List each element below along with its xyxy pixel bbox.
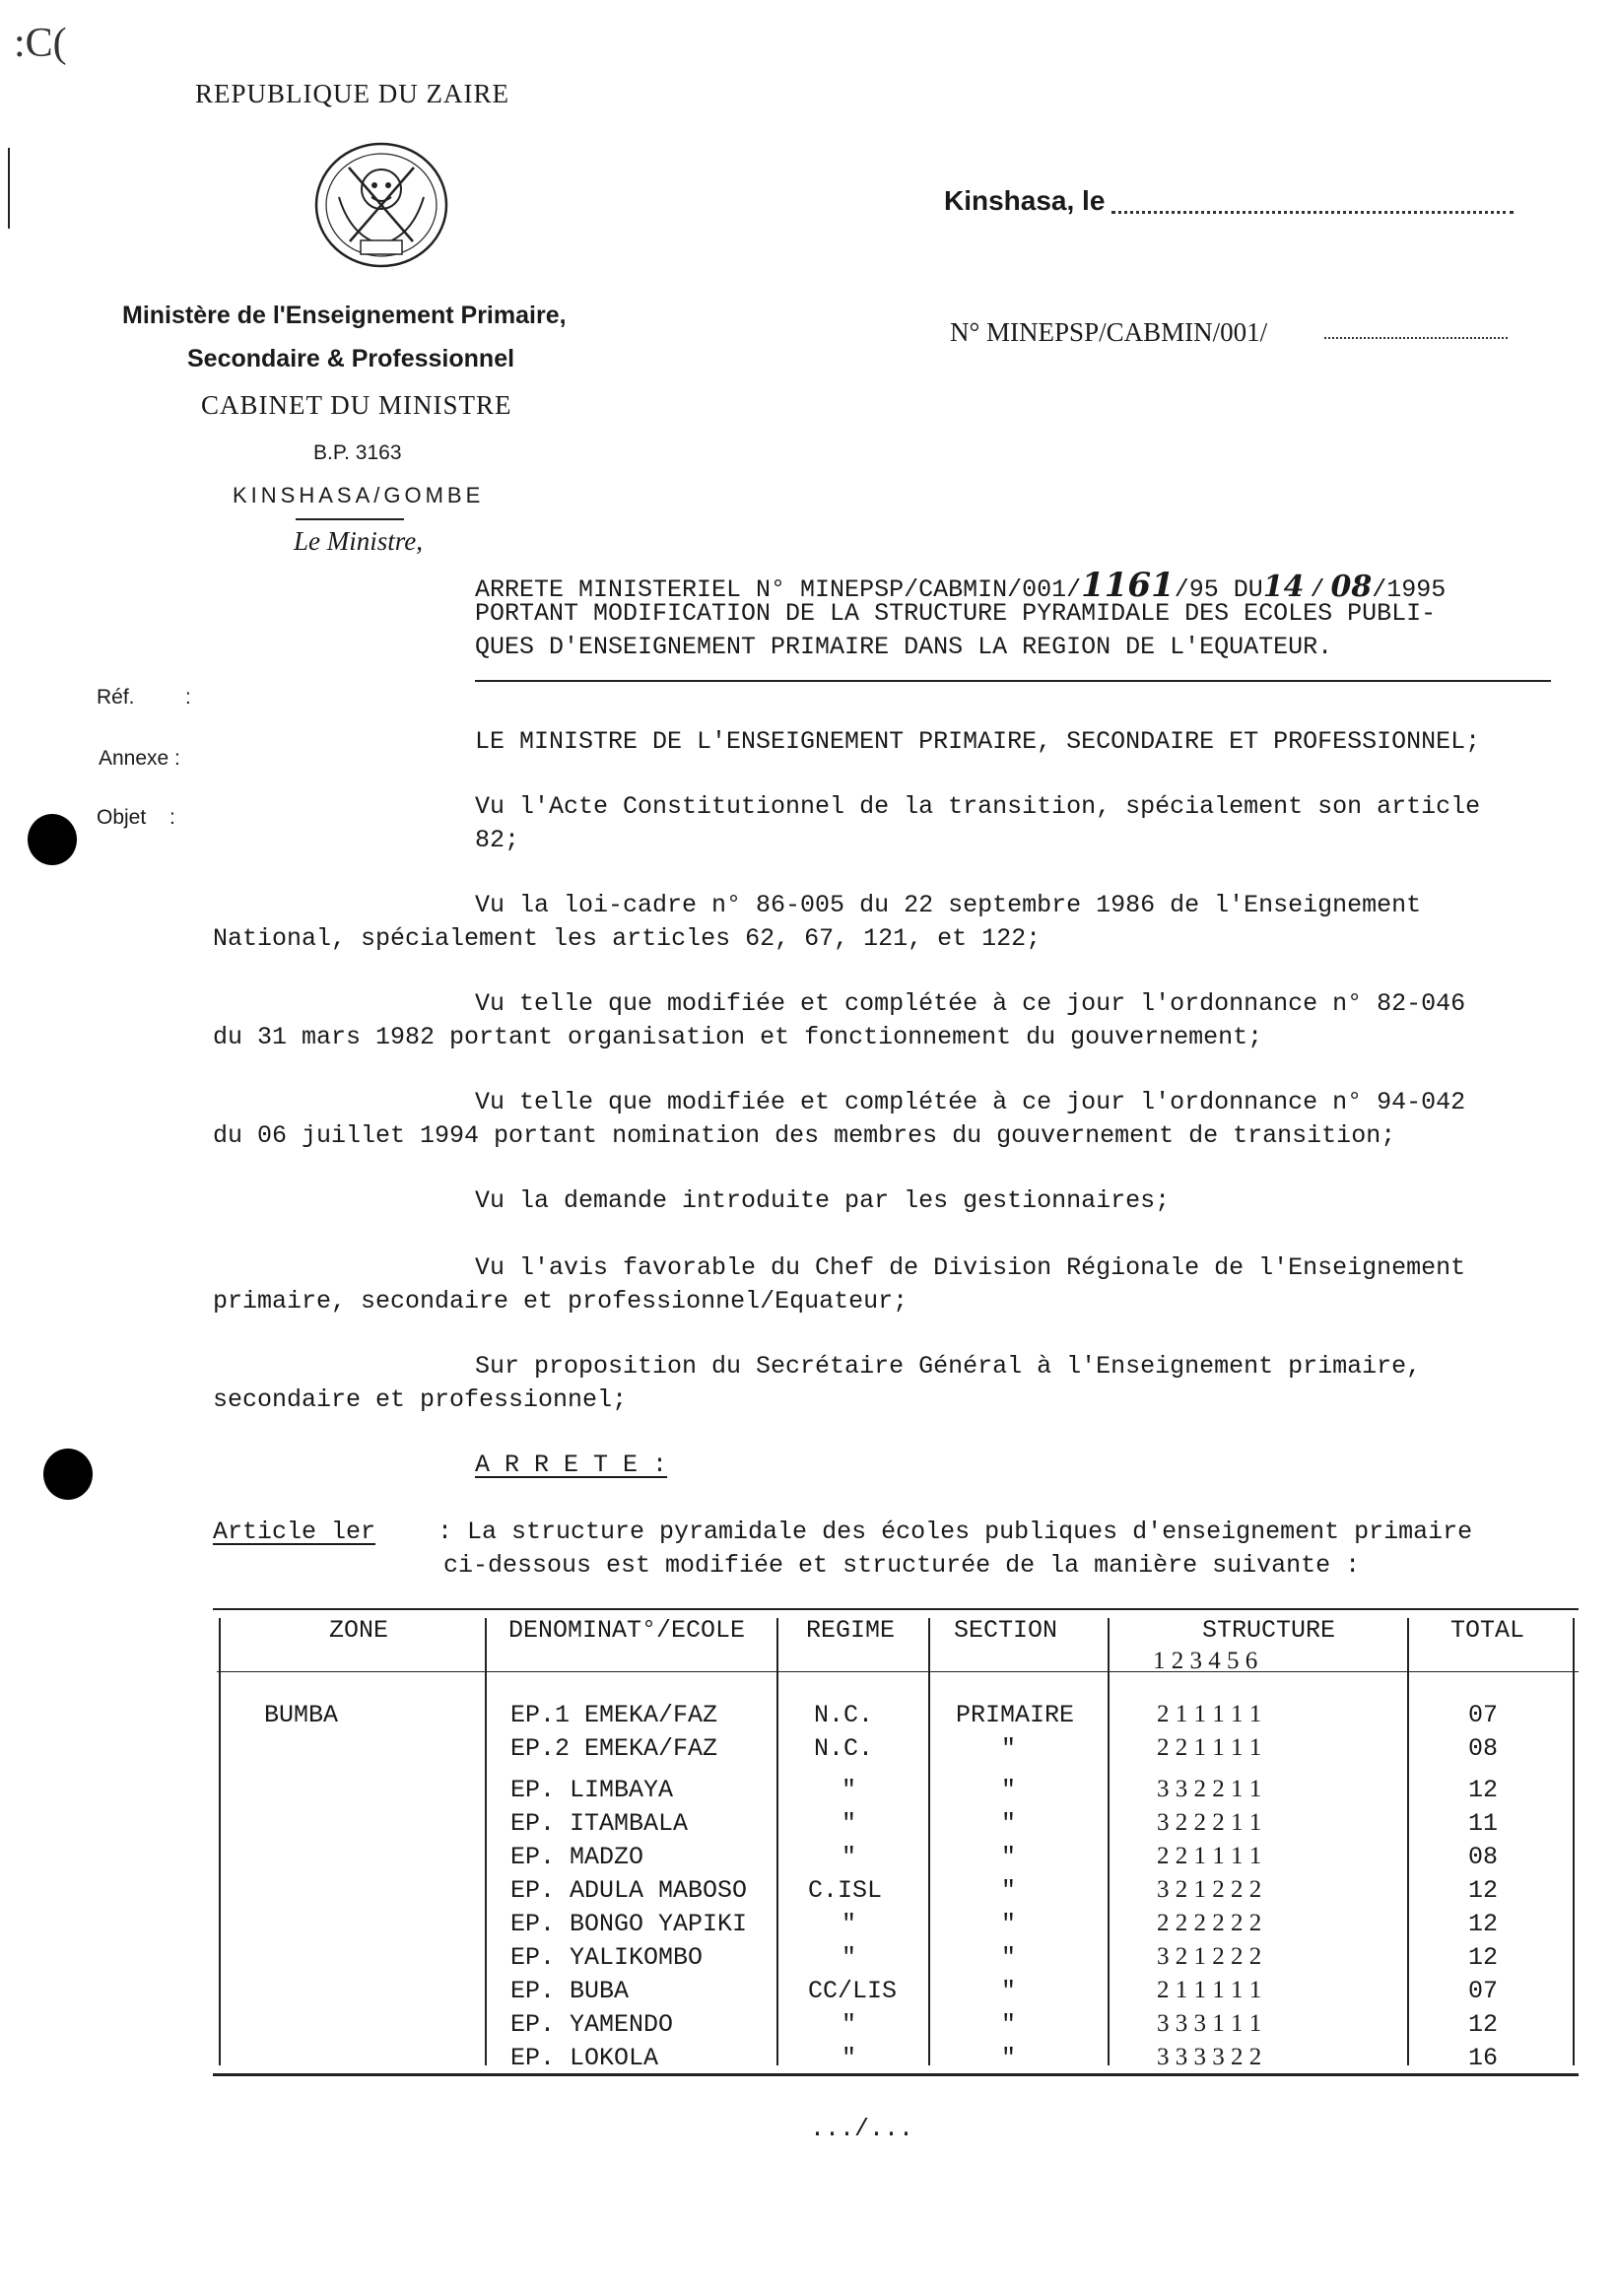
cell-section: "	[1001, 1910, 1017, 1938]
cell-total: 12	[1468, 1876, 1499, 1905]
cell-section: "	[1001, 2044, 1017, 2072]
handwritten-decree-number: 1161	[1081, 566, 1175, 605]
corner-mark: :C(	[14, 21, 67, 66]
annexe-label: Annexe :	[99, 747, 180, 770]
table-divider-structure	[1407, 1618, 1409, 2065]
considerant-1-line2: 82;	[475, 826, 520, 854]
cell-school: EP. ADULA MABOSO	[510, 1876, 748, 1905]
considerant-6-line1: Vu l'avis favorable du Chef de Division Régionale de l'Enseignement	[475, 1253, 1466, 1282]
cell-total: 12	[1468, 2010, 1499, 2039]
city-underline	[296, 518, 404, 520]
cell-school: EP.1 EMEKA/FAZ	[510, 1701, 718, 1729]
cell-structure: 3 3 3 3 2 2	[1157, 2044, 1262, 2070]
cell-structure: 3 3 2 2 1 1	[1157, 1776, 1262, 1802]
cell-school: EP. YALIKOMBO	[510, 1943, 704, 1972]
cell-section: "	[1001, 1734, 1017, 1763]
cell-regime: N.C.	[814, 1734, 874, 1763]
cell-school: EP. YAMENDO	[510, 2010, 674, 2039]
header-total: TOTAL	[1450, 1616, 1525, 1645]
cabinet-label: CABINET DU MINISTRE	[201, 390, 512, 420]
table-top-rule	[213, 1608, 1579, 1610]
cell-section: "	[1001, 1977, 1017, 2005]
cell-section: "	[1001, 1809, 1017, 1838]
decree-title-line1: ARRETE MINISTERIEL N° MINEPSP/CABMIN/001/1161/95 DU14 / 08/1995	[475, 566, 1447, 605]
cell-section: "	[1001, 1843, 1017, 1871]
cell-regime: "	[842, 1809, 857, 1838]
reference-dotted-line	[1324, 337, 1508, 339]
article-text-line2: ci-dessous est modifiée et structurée de la manière suivante :	[443, 1551, 1361, 1580]
ref-label: Réf.	[97, 686, 135, 709]
ministry-name-line1: Ministère de l'Enseignement Primaire,	[122, 302, 567, 329]
country-heading: REPUBLIQUE DU ZAIRE	[195, 79, 509, 108]
header-structure-grades: 1 2 3 4 5 6	[1153, 1648, 1258, 1674]
cell-structure: 3 3 3 1 1 1	[1157, 2010, 1262, 2037]
cell-structure: 2 2 1 1 1 1	[1157, 1734, 1262, 1761]
cell-regime: "	[842, 1843, 857, 1871]
considerant-2-line2: National, spécialement les articles 62, 67, 121, et 122;	[213, 924, 1042, 953]
considerant-2-line1: Vu la loi-cadre n° 86-005 du 22 septembre 1986 de l'Enseignement	[475, 891, 1422, 919]
continuation-mark: .../...	[810, 2115, 914, 2143]
decree-title-prefix: ARRETE MINISTERIEL N° MINEPSP/CABMIN/001/	[475, 575, 1082, 604]
cell-total: 07	[1468, 1977, 1499, 2005]
cell-regime: "	[842, 1943, 857, 1972]
considerant-5: Vu la demande introduite par les gestionnaires;	[475, 1186, 1171, 1215]
decree-title-line2: PORTANT MODIFICATION DE LA STRUCTURE PYRAMIDALE DES ECOLES PUBLI-	[475, 599, 1437, 628]
cell-total: 07	[1468, 1701, 1499, 1729]
cell-section: "	[1001, 1876, 1017, 1905]
signatory-label: Le Ministre,	[294, 526, 423, 556]
considerant-4-line1: Vu telle que modifiée et complétée à ce jour l'ordonnance n° 94-042	[475, 1088, 1466, 1116]
cell-regime: "	[842, 2044, 857, 2072]
cell-regime: C.ISL	[808, 1876, 883, 1905]
article-label: Article ler	[213, 1518, 376, 1546]
cell-regime: "	[842, 1910, 857, 1938]
cell-total: 08	[1468, 1734, 1499, 1763]
cell-structure: 3 2 1 2 2 2	[1157, 1876, 1262, 1903]
cell-school: EP. LIMBAYA	[510, 1776, 674, 1804]
cell-section: "	[1001, 1776, 1017, 1804]
date-dotted-line	[1111, 211, 1514, 214]
title-separator	[475, 680, 1551, 682]
header-section: SECTION	[954, 1616, 1058, 1645]
cell-structure: 2 2 2 2 2 2	[1157, 1910, 1262, 1936]
header-denomination: DENOMINAT°/ECOLE	[508, 1616, 746, 1645]
cell-school: EP. MADZO	[510, 1843, 644, 1871]
cell-zone: BUMBA	[264, 1701, 339, 1729]
reference-number: N° MINEPSP/CABMIN/001/	[950, 317, 1268, 347]
left-margin-line	[8, 148, 10, 229]
article-text-line1: : La structure pyramidale des écoles publiques d'enseignement primaire	[438, 1518, 1473, 1546]
considerant-3-line2: du 31 mars 1982 portant organisation et fonctionnement du gouvernement;	[213, 1023, 1263, 1051]
minister-line: LE MINISTRE DE L'ENSEIGNEMENT PRIMAIRE, SECONDAIRE ET PROFESSIONNEL;	[475, 727, 1481, 756]
handwritten-day: 14	[1262, 570, 1305, 604]
table-divider-left	[219, 1618, 221, 2065]
objet-label: Objet	[97, 806, 147, 829]
header-zone: ZONE	[329, 1616, 389, 1645]
cell-structure: 3 2 2 2 1 1	[1157, 1809, 1262, 1836]
header-structure: STRUCTURE	[1202, 1616, 1336, 1645]
proposition-line2: secondaire et professionnel;	[213, 1385, 628, 1414]
cell-total: 12	[1468, 1943, 1499, 1972]
considerant-3-line1: Vu telle que modifiée et complétée à ce jour l'ordonnance n° 82-046	[475, 989, 1466, 1018]
coat-of-arms-emblem	[309, 138, 453, 276]
cell-structure: 2 1 1 1 1 1	[1157, 1977, 1262, 2003]
table-divider-zone	[485, 1618, 487, 2065]
punch-hole-bottom	[43, 1449, 93, 1500]
ministry-name-line2: Secondaire & Professionnel	[187, 345, 515, 372]
place-date-label: Kinshasa, le	[944, 185, 1106, 216]
header-regime: REGIME	[806, 1616, 896, 1645]
cell-total: 12	[1468, 1776, 1499, 1804]
decree-year: /1995	[1372, 575, 1447, 604]
proposition-line1: Sur proposition du Secrétaire Général à l'Enseignement primaire,	[475, 1352, 1422, 1381]
considerant-1-line1: Vu l'Acte Constitutionnel de la transition, spécialement son article	[475, 792, 1481, 821]
cell-school: EP.2 EMEKA/FAZ	[510, 1734, 718, 1763]
table-header-rule	[217, 1671, 1579, 1672]
ref-colon: :	[185, 686, 191, 709]
decree-title-mid: /95 DU	[1174, 575, 1263, 604]
considerant-4-line2: du 06 juillet 1994 portant nomination des membres du gouvernement de transition;	[213, 1121, 1396, 1150]
cell-total: 08	[1468, 1843, 1499, 1871]
considerant-6-line2: primaire, secondaire et professionnel/Equateur;	[213, 1287, 909, 1316]
cell-school: EP. BONGO YAPIKI	[510, 1910, 748, 1938]
table-divider-school	[776, 1618, 778, 2065]
cell-regime: N.C.	[814, 1701, 874, 1729]
cell-school: EP. ITAMBALA	[510, 1809, 689, 1838]
cell-total: 16	[1468, 2044, 1499, 2072]
cell-regime: CC/LIS	[808, 1977, 898, 2005]
cell-total: 11	[1468, 1809, 1499, 1838]
cell-total: 12	[1468, 1910, 1499, 1938]
handwritten-month: 08	[1330, 570, 1373, 604]
cell-regime: "	[842, 2010, 857, 2039]
cell-school: EP. LOKOLA	[510, 2044, 659, 2072]
table-divider-regime	[928, 1618, 930, 2065]
decree-title-line3: QUES D'ENSEIGNEMENT PRIMAIRE DANS LA REGION DE L'EQUATEUR.	[475, 633, 1333, 661]
city-label: KINSHASA/GOMBE	[233, 483, 485, 507]
table-bottom-rule	[213, 2073, 1579, 2076]
punch-hole-top	[28, 814, 77, 865]
cell-structure: 2 2 1 1 1 1	[1157, 1843, 1262, 1869]
table-divider-right	[1573, 1618, 1575, 2065]
table-divider-section	[1108, 1618, 1110, 2065]
arrete-heading: A R R E T E :	[475, 1451, 668, 1479]
cell-regime: "	[842, 1776, 857, 1804]
objet-colon: :	[169, 806, 175, 829]
cell-section: "	[1001, 2010, 1017, 2039]
cell-section: "	[1001, 1943, 1017, 1972]
cell-structure: 2 1 1 1 1 1	[1157, 1701, 1262, 1727]
po-box: B.P. 3163	[313, 441, 402, 464]
cell-structure: 3 2 1 2 2 2	[1157, 1943, 1262, 1970]
cell-school: EP. BUBA	[510, 1977, 630, 2005]
cell-section: PRIMAIRE	[956, 1701, 1075, 1729]
